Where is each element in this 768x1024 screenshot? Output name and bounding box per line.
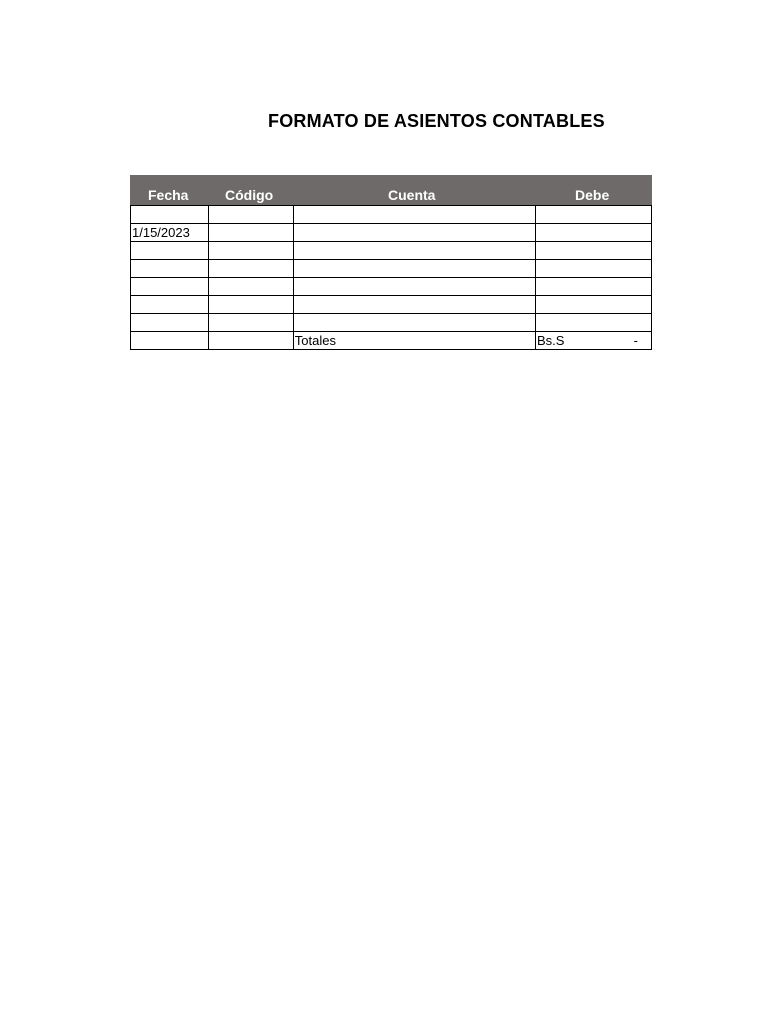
cell-fecha[interactable]	[131, 278, 209, 296]
cell-codigo[interactable]	[209, 260, 293, 278]
cell-debe[interactable]	[535, 224, 651, 242]
cell-debe[interactable]	[535, 314, 651, 332]
totals-value: -	[633, 333, 638, 348]
header-fecha: Fecha	[148, 187, 189, 203]
header-codigo: Código	[225, 187, 274, 203]
cell-cuenta[interactable]	[293, 296, 535, 314]
cell-codigo[interactable]	[209, 224, 293, 242]
totals-debe[interactable]	[535, 332, 651, 350]
cell-debe[interactable]	[535, 296, 651, 314]
cell-codigo[interactable]	[209, 296, 293, 314]
cell-codigo[interactable]	[209, 314, 293, 332]
cell-codigo[interactable]	[209, 206, 293, 224]
page-title: FORMATO DE ASIENTOS CONTABLES	[268, 111, 605, 131]
cell-fecha[interactable]	[131, 242, 209, 260]
table-header	[130, 175, 652, 205]
totals-row	[131, 332, 652, 350]
cell-cuenta[interactable]	[293, 260, 535, 278]
header-debe: Debe	[575, 187, 610, 203]
cell-debe[interactable]	[535, 260, 651, 278]
cell-fecha[interactable]	[131, 296, 209, 314]
cell-debe[interactable]	[535, 242, 651, 260]
cell-codigo[interactable]	[209, 242, 293, 260]
cell-fecha[interactable]	[131, 260, 209, 278]
table-row	[131, 260, 652, 278]
entries-table	[130, 205, 652, 350]
totals-cell-fecha[interactable]	[131, 332, 209, 350]
cell-cuenta[interactable]	[293, 206, 535, 224]
totals-currency: Bs.S	[536, 333, 565, 348]
table-row	[131, 242, 652, 260]
header-cuenta: Cuenta	[388, 187, 436, 203]
table-row	[131, 224, 652, 242]
cell-cuenta[interactable]	[293, 314, 535, 332]
cell-cuenta[interactable]	[293, 224, 535, 242]
cell-debe[interactable]	[535, 278, 651, 296]
table-row	[131, 278, 652, 296]
table-row	[131, 206, 652, 224]
cell-fecha[interactable]	[131, 314, 209, 332]
cell-debe[interactable]	[535, 206, 651, 224]
table-row	[131, 296, 652, 314]
accounting-entries-sheet	[130, 175, 652, 350]
totals-label: Totales	[293, 332, 535, 350]
totals-cell-codigo[interactable]	[209, 332, 293, 350]
cell-cuenta[interactable]	[293, 242, 535, 260]
cell-fecha[interactable]	[131, 206, 209, 224]
table-row	[131, 314, 652, 332]
cell-fecha[interactable]: 1/15/2023	[131, 224, 209, 242]
cell-codigo[interactable]	[209, 278, 293, 296]
cell-cuenta[interactable]	[293, 278, 535, 296]
